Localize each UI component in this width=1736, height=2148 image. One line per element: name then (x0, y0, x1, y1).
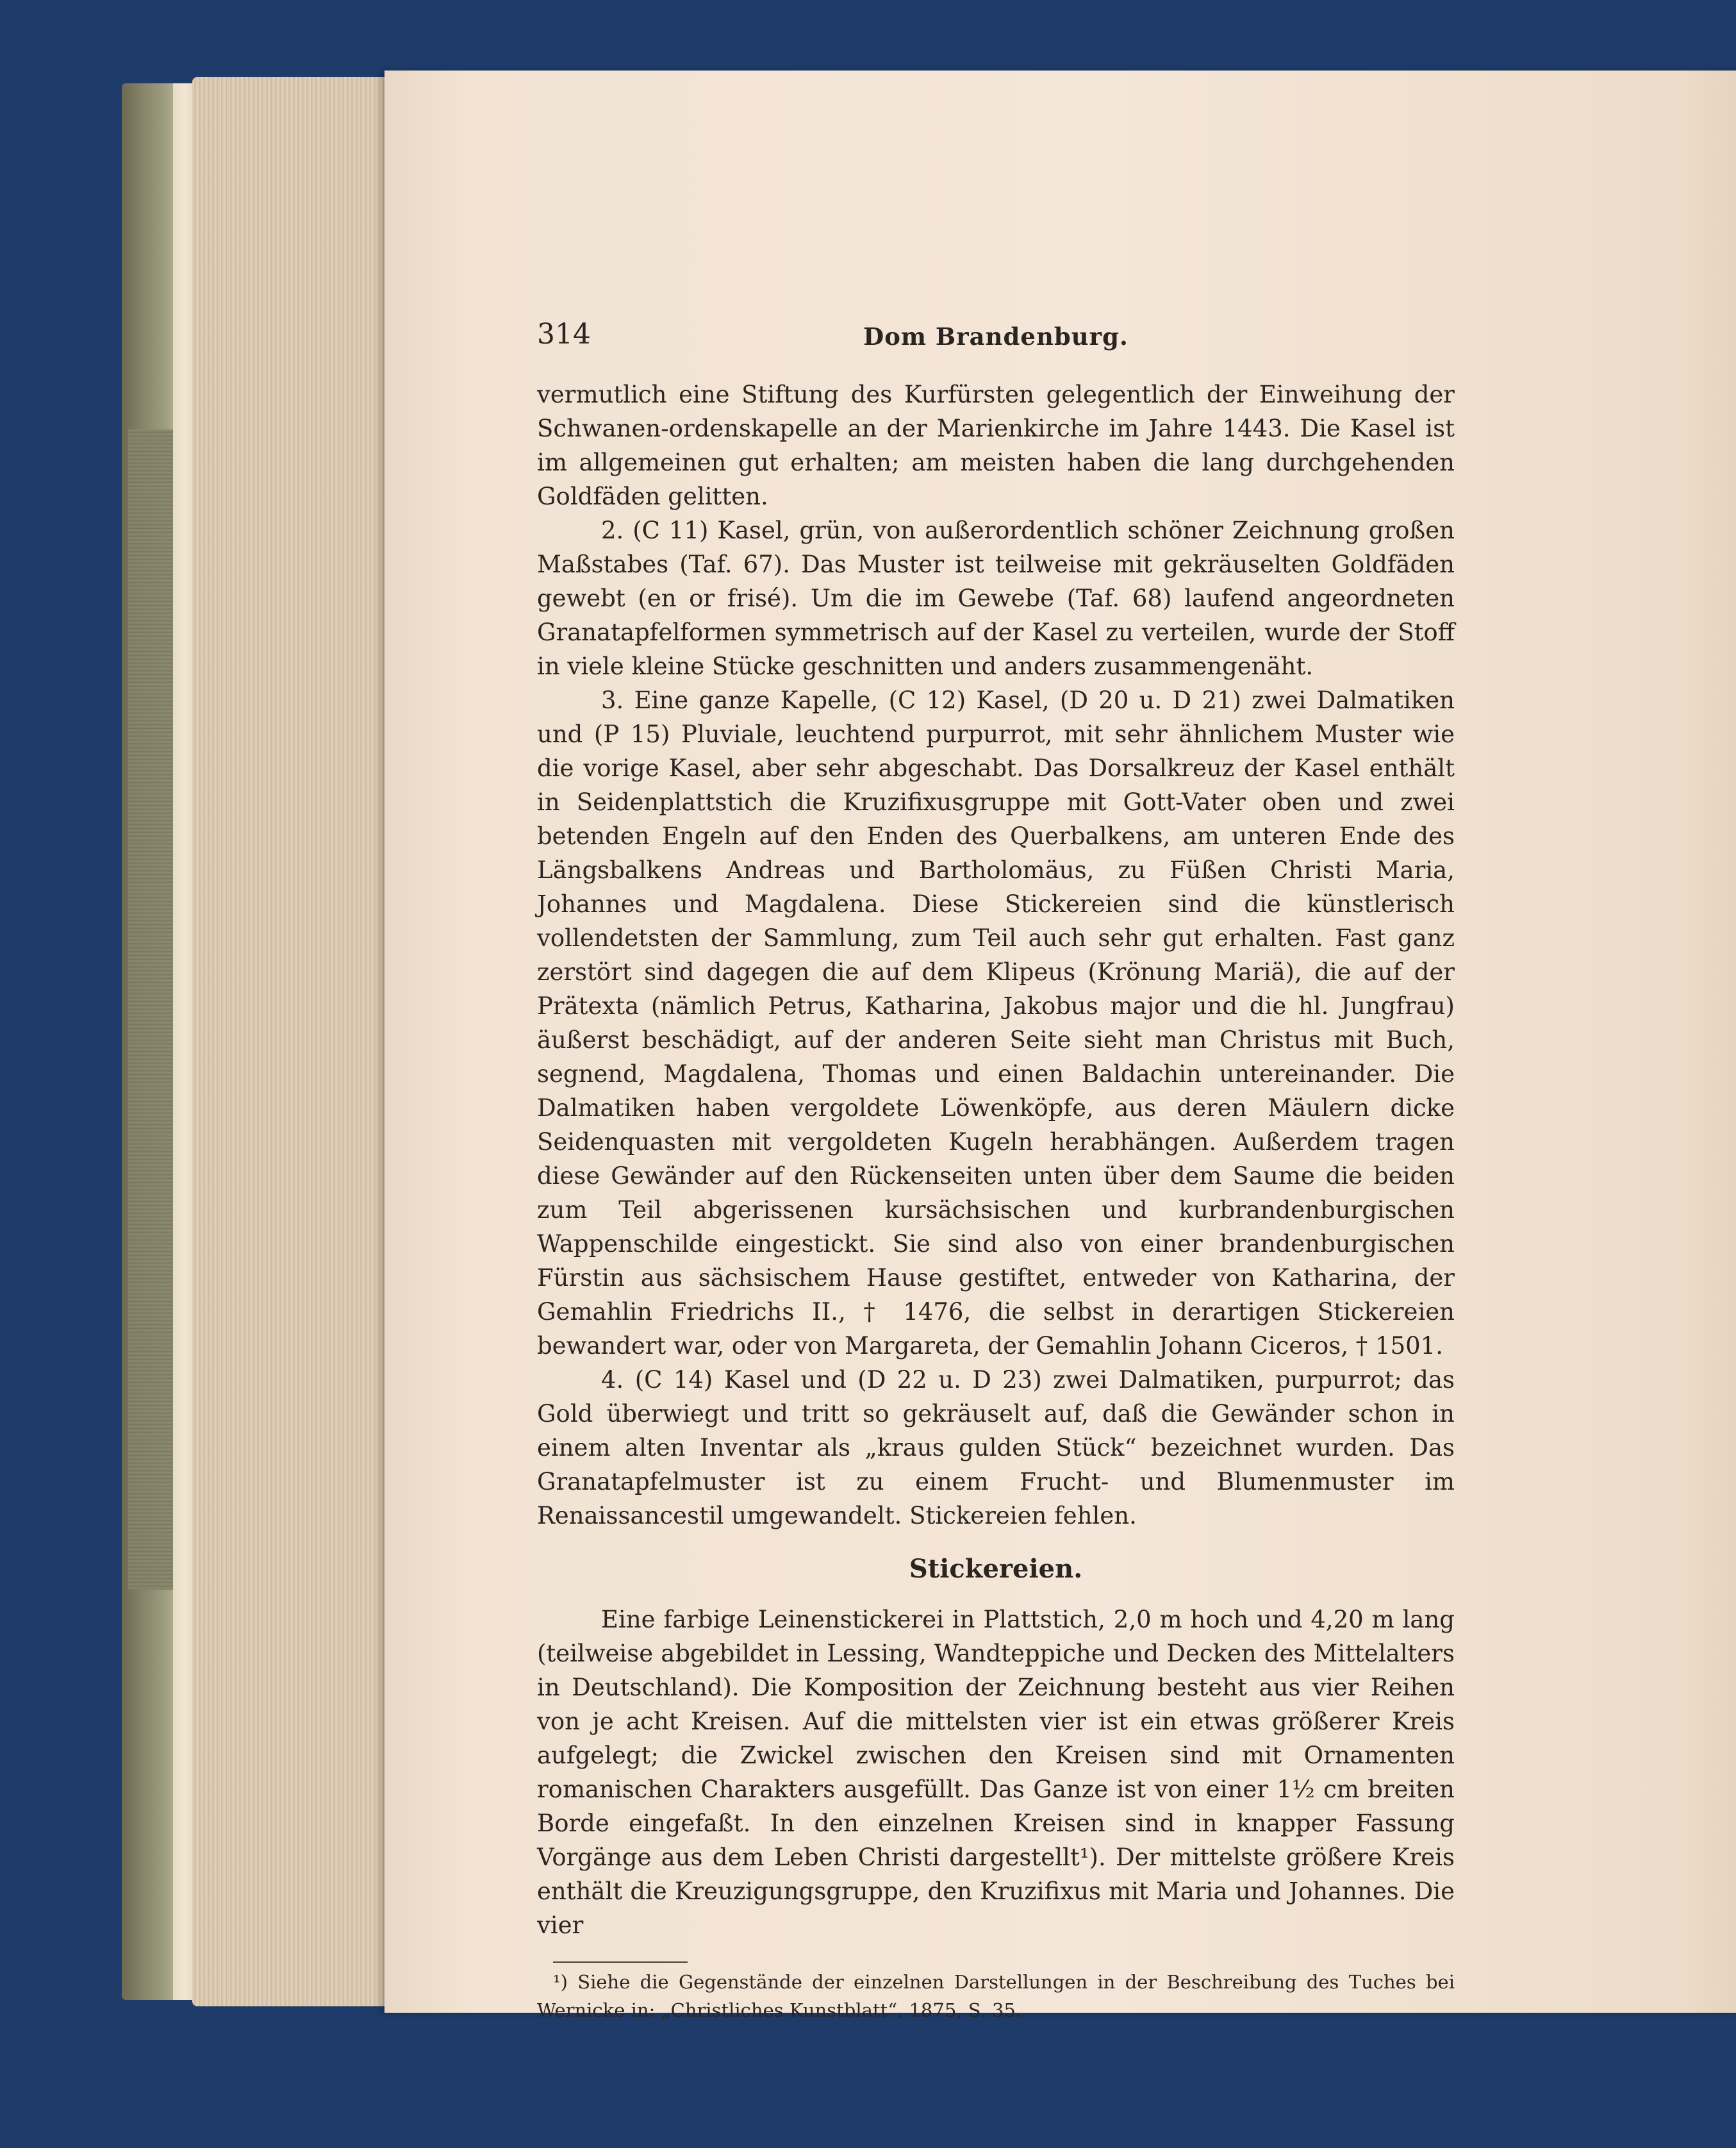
footnote: ¹) Siehe die Gegenstände der einzelnen Darstellungen in der Beschreibung des Tuches bei Wernicke in: „Christliches Kunstblatt“, 1875, S. 35. (537, 1971, 1455, 2021)
section-paragraph: Eine farbige Leinenstickerei in Plattstich, 2,0 m hoch und 4,20 m lang (teilweise abgebildet in Lessing, Wandteppiche und Decken des Mittelalters in Deutschland). Die Komposition der Zeichnung besteht aus vier Reihen von je acht Kreisen. Auf die mittelsten vier ist ein etwas größerer Kreis aufgelegt; die Zwickel zwischen den Kreisen sind mit Ornamenten romanischen Charakters ausgefüllt. Das Ganze ist von einer 1½ cm breiten Borde eingefaßt. In den einzelnen Kreisen sind in knapper Fassung Vorgänge aus dem Leben Christi dargestellt¹). Der mittelste größere Kreis enthält die Kreuzigungsgruppe, den Kruzifixus mit Maria und Johannes. Die vier (537, 1606, 1455, 1939)
paragraph: 4. (C 14) Kasel und (D 22 u. D 23) zwei Dalmatiken, purpurrot; das Gold überwiegt und tritt so gekräuselt auf, daß die Gewänder schon in einem alten Inventar als „kraus gulden Stück“ bezeichnet wurden. Das Granatapfelmuster ist zu einem Frucht- und Blumenmuster im Renaissancestil umgewandelt. Stickereien fehlen. (537, 1366, 1455, 1529)
paragraph: vermutlich eine Stiftung des Kurfürsten gelegentlich der Einweihung der Schwanen-ordenskapelle an der Marienkirche im Jahre 1443. Die Kasel ist im allgemeinen gut erhalten; am meisten haben die lang durchgehenden Goldfäden gelitten. (537, 381, 1455, 510)
page-number: 314 (537, 318, 591, 351)
footnote-rule (553, 1961, 688, 1963)
paragraph: 2. (C 11) Kasel, grün, von außerordentlich schöner Zeichnung großen Maßstabes (Taf. 67). Das Muster ist teilweise mit gekräuselten Goldfäden gewebt (en or frisé). Um die im Gewebe (Taf. 68) laufend angeordneten Granatapfelformen symmetrisch auf der Kasel zu verteilen, wurde der Stoff in viele kleine Stücke geschnitten und anders zusammengenäht. (537, 517, 1455, 680)
page-content (537, 317, 1455, 2024)
running-head: Dom Brandenburg. (863, 322, 1128, 351)
page-header (537, 317, 1455, 357)
paragraph: 3. Eine ganze Kapelle, (C 12) Kasel, (D 20 u. D 21) zwei Dalmatiken und (P 15) Pluviale, leuchtend purpurrot, mit sehr ähnlichem Muster wie die vorige Kasel, aber sehr abgeschabt. Das Dorsalkreuz der Kasel enthält in Seidenplattstich die Kruzifixusgruppe mit Gott-Vater oben und zwei betenden Engeln auf den Enden des Querbalkens, am unteren Ende des Längsbalkens Andreas und Bartholomäus, zu Füßen Christi Maria, Johannes und Magdalena. Diese Stickereien sind die künstlerisch vollendetsten der Sammlung, zum Teil auch sehr gut erhalten. Fast ganz zerstört sind dagegen die auf dem Klipeus (Krönung Mariä), die auf der Prätexta (nämlich Petrus, Katharina, Jakobus major und die hl. Jungfrau) äußerst beschädigt, auf der anderen Seite sieht man Christus mit Buch, segnend, Magdalena, Thomas und einen Baldachin untereinander. Die Dalmatiken haben vergoldete Löwenköpfe, aus deren Mäulern dicke Seidenquasten mit vergoldeten Kugeln herabhängen. Außerdem tragen diese Gewänder auf den Rückenseiten unten über dem Saume die beiden zum Teil abgerissenen kursächsischen und kurbrandenburgischen Wappenschilde eingestickt. Sie sind also von einer brandenburgischen Fürstin aus sächsischem Hause gestiftet, entweder von Katharina, der Gemahlin Friedrichs II., † 1476, die selbst in derartigen Stickereien bewandert war, oder von Margareta, der Gemahlin Johann Ciceros, † 1501. (537, 687, 1455, 1360)
section-title: Stickereien. (909, 1554, 1083, 1584)
page-edges (192, 77, 397, 2006)
